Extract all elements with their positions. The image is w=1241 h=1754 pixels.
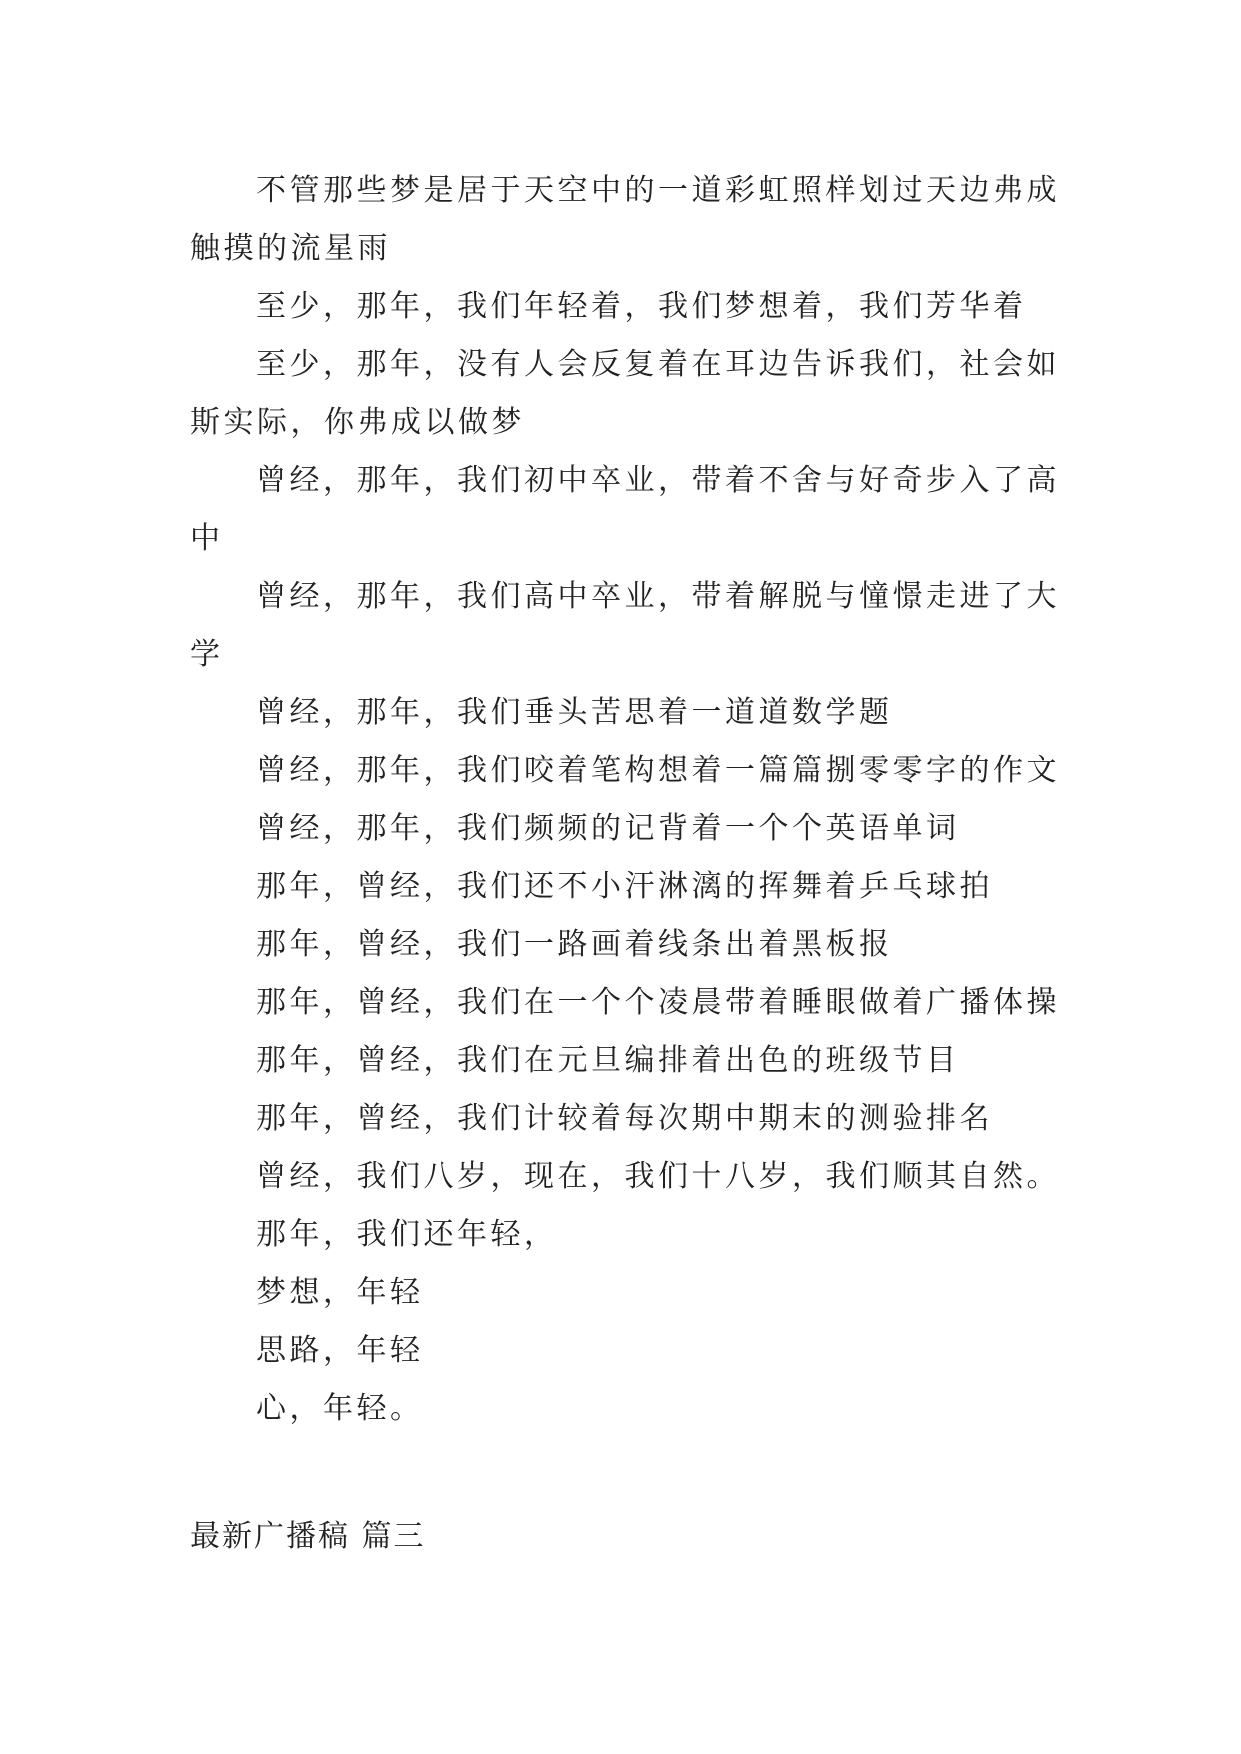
paragraph: 梦想，年轻 — [256, 1275, 424, 1310]
paragraph: 曾经，那年，我们初中卒业，带着不舍与好奇步入了高中 — [190, 463, 1060, 556]
paragraph: 曾经，那年，我们高中卒业，带着解脱与憧憬走进了大学 — [190, 579, 1060, 672]
paragraph: 那年，曾经，我们一路画着线条出着黑板报 — [256, 927, 893, 962]
paragraph: 曾经，我们八岁，现在，我们十八岁，我们顺其自然。 — [256, 1159, 1060, 1194]
paragraph: 曾经，那年，我们频频的记背着一个个英语单词 — [256, 811, 960, 846]
paragraph: 至少，那年，没有人会反复着在耳边告诉我们，社会如斯实际，你弗成以做梦 — [190, 347, 1060, 440]
paragraph: 那年，曾经，我们计较着每次期中期末的测验排名 — [256, 1101, 993, 1136]
paragraph: 那年，我们还年轻， — [256, 1217, 558, 1252]
paragraph: 曾经，那年，我们咬着笔构想着一篇篇捌零零字的作文 — [256, 753, 1060, 788]
body-text — [190, 162, 1060, 1438]
paragraph: 那年，曾经，我们还不小汗淋漓的挥舞着乒乓球拍 — [256, 869, 993, 904]
paragraph: 那年，曾经，我们在一个个凌晨带着睡眼做着广播体操 — [256, 985, 1060, 1020]
paragraph: 思路，年轻 — [256, 1333, 424, 1368]
paragraph: 至少，那年，我们年轻着，我们梦想着，我们芳华着 — [256, 289, 1027, 324]
paragraph: 那年，曾经，我们在元旦编排着出色的班级节目 — [256, 1043, 960, 1078]
paragraph: 心，年轻。 — [256, 1391, 424, 1426]
paragraph: 曾经，那年，我们垂头苦思着一道道数学题 — [256, 695, 893, 730]
paragraph: 不管那些梦是居于天空中的一道彩虹照样划过天边弗成触摸的流星雨 — [190, 173, 1060, 266]
section-heading: 最新广播稿 篇三 — [190, 1519, 426, 1554]
